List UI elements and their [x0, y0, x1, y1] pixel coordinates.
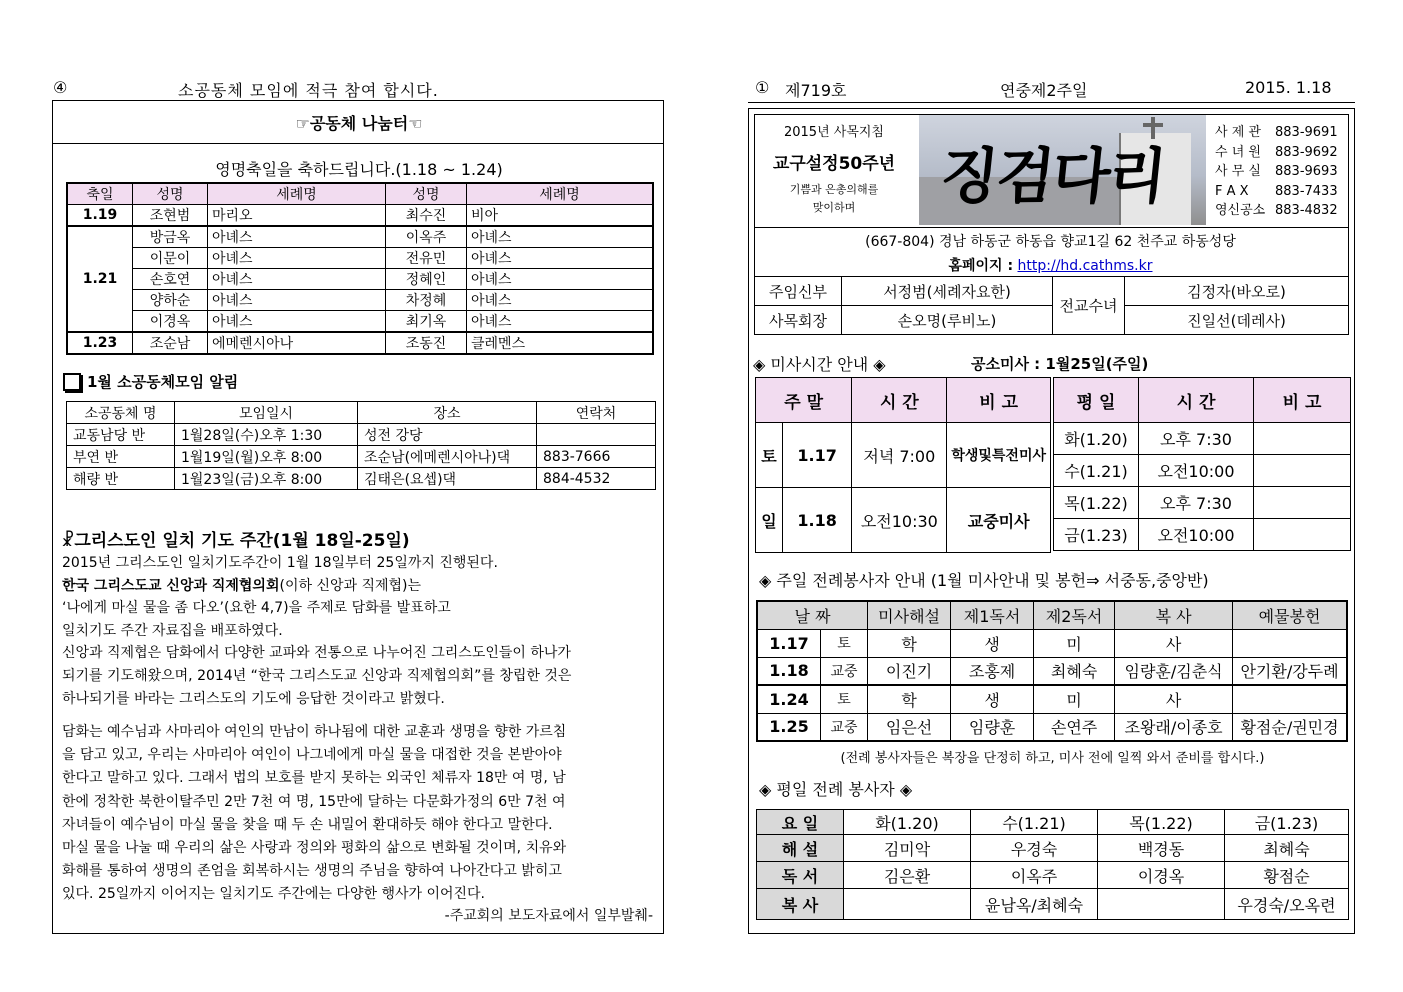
mass-header: 시 간 [852, 378, 947, 423]
server-cell: 이진기 [868, 657, 951, 685]
header-rule [748, 102, 1355, 103]
staff-label: 주임신부 [755, 277, 842, 306]
community-name: 교동남당 반 [67, 424, 175, 446]
server-header: 예물봉헌 [1233, 601, 1347, 629]
server-header: 날 짜 [757, 601, 868, 629]
feast-header: 세례명 [467, 183, 654, 205]
contact-item [1215, 201, 1345, 221]
weekday-note [1254, 455, 1351, 487]
weekday-time: 오후 7:30 [1139, 423, 1254, 455]
left-page-number: ④ [53, 78, 68, 97]
article-line: 하나되기를 바라는 그리스도의 기도에 응답한 것이라고 밝혔다. [62, 690, 445, 707]
community-header: 모임일시 [175, 402, 358, 424]
article-line: 한에 정착한 북한이탈주민 2만 7천 여 명, 15만에 달하는 다문화가정의 6만 7천 여 [62, 793, 566, 810]
article-line: 화해를 통하여 생명의 존엄을 회복하시는 생명의 주님을 향하여 나아간다고 밝히고 [62, 863, 562, 880]
motto-sub: 기쁨과 은총의해를 [789, 183, 879, 196]
server-cell: 임량훈/김춘식 [1115, 657, 1233, 685]
mass-header: 시 간 [1139, 378, 1254, 423]
server-cell: 학 [868, 629, 951, 657]
community-header: 연락처 [537, 402, 656, 424]
weekday-server-cell: 이옥주 [971, 862, 1098, 889]
right-page-number: ① [755, 78, 770, 97]
contact-item [1215, 162, 1345, 182]
weekday-note [1254, 519, 1351, 551]
weekday-time: 오전10:00 [1139, 455, 1254, 487]
weekday-server-cell: 우경숙 [971, 835, 1098, 862]
community-table [66, 401, 656, 490]
motto-sub: 맞이하며 [812, 201, 856, 214]
server-title: ◈ 주일 전례봉사자 안내 (1월 미사안내 및 봉헌⇒ 서중동,중앙반) [759, 571, 1209, 590]
feast-date: 1.19 [67, 205, 133, 227]
staff-value: 진일선(데레사) [1125, 306, 1349, 335]
feast-baptism: 아녜스 [467, 290, 654, 311]
mass-date: 1.18 [783, 488, 852, 553]
weekday-mass-table [1053, 377, 1351, 551]
feast-name: 최기옥 [386, 311, 467, 333]
community-place: 성전 강당 [358, 424, 537, 446]
article-paragraph-2 [62, 721, 657, 907]
community-header: 장소 [358, 402, 537, 424]
article-line: 되기를 기도해왔으며, 2014년 “한국 그리스도교 신앙과 직제협의회”를 창립한 것은 [62, 667, 572, 684]
feast-baptism: 아녜스 [208, 311, 386, 333]
sunday-name: 연중제2주일 [1000, 81, 1088, 100]
server-header: 제2독서 [1034, 601, 1115, 629]
weekday-day: 수(1.21) [1054, 455, 1139, 487]
mass-day: 일 [756, 488, 783, 553]
weekday-server-label: 해 설 [757, 835, 844, 862]
weekday-time: 오후 7:30 [1139, 487, 1254, 519]
contact-list [1215, 123, 1345, 221]
feast-baptism: 비아 [467, 205, 654, 227]
mass-title: ◈ 미사시간 안내 ◈ [753, 355, 886, 374]
server-day: 교중 [821, 657, 868, 685]
community-place: 조순남(에메렌시아나)댁 [358, 446, 537, 468]
contact-item [1215, 143, 1345, 163]
feast-name: 전유민 [386, 248, 467, 269]
community-time: 1월23일(금)오후 8:00 [175, 468, 358, 490]
server-day: 토 [821, 685, 868, 713]
weekday-server-cell: 황점순 [1225, 862, 1349, 889]
server-cell: 생 [951, 685, 1034, 713]
contact-item [1215, 182, 1345, 202]
staff-value: 서정범(세례자요한) [842, 277, 1053, 306]
feast-baptism: 마리오 [208, 205, 386, 227]
server-header: 제1독서 [951, 601, 1034, 629]
weekday-server-cell: 최혜숙 [1225, 835, 1349, 862]
church-photo [919, 115, 1206, 225]
article-line: 담화는 예수님과 사마리아 여인의 만남이 하나됨에 대한 교훈과 생명을 향한 가르침 [62, 724, 567, 740]
feast-name: 정혜인 [386, 269, 467, 290]
staff-label: 사목회장 [755, 306, 842, 335]
feast-baptism: 에메렌시아나 [208, 332, 386, 354]
article-line [62, 575, 657, 598]
server-header: 복 사 [1115, 601, 1233, 629]
weekday-server-cell: 김은환 [844, 862, 971, 889]
feast-header: 성명 [133, 183, 208, 205]
server-cell: 조왕래/이종호 [1115, 713, 1233, 741]
weekday-server-title: ◈ 평일 전례 봉사자 ◈ [759, 780, 913, 799]
weekday-server-cell: 백경동 [1098, 835, 1225, 862]
weekday-server-label: 복 사 [757, 889, 844, 920]
server-day: 교중 [821, 713, 868, 741]
weekday-day: 화(1.20) [1054, 423, 1139, 455]
contact-number: 883-9691 [1275, 125, 1338, 140]
weekday-day: 금(1.23) [1054, 519, 1139, 551]
weekday-server-cell: 윤남옥/최혜숙 [971, 889, 1098, 920]
feast-name: 방금옥 [133, 226, 208, 248]
article-line: 2015년 그리스도인 일치기도주간이 1월 18일부터 25일까지 진행된다. [62, 555, 498, 571]
weekday-server-header: 요 일 [757, 810, 844, 835]
mass-header: 주 말 [756, 378, 852, 423]
community-title: 1월 소공동체모임 알림 [87, 373, 239, 391]
server-note: (전례 봉사자들은 복장을 단정히 하고, 미사 전에 일찍 와서 준비를 합시다.) [840, 751, 1265, 766]
server-date: 1.24 [757, 685, 821, 713]
mass-time: 저녁 7:00 [852, 423, 947, 488]
mass-time: 오전10:30 [852, 488, 947, 553]
divider [53, 143, 663, 144]
server-table [756, 600, 1348, 742]
mass-day: 토 [756, 423, 783, 488]
server-date: 1.18 [757, 657, 821, 685]
contact-number: 883-9693 [1275, 164, 1338, 180]
feast-name: 이문이 [133, 248, 208, 269]
staff-label: 전교수녀 [1053, 277, 1125, 335]
feast-name: 최수진 [386, 205, 467, 227]
feast-baptism: 클레멘스 [467, 332, 654, 354]
feast-baptism: 아녜스 [208, 226, 386, 248]
homepage-row [754, 255, 1347, 275]
article-line-rest: (이하 신앙과 직제협)는 [279, 577, 422, 594]
feast-date: 1.23 [67, 332, 133, 354]
contact-label: 사 제 관 [1215, 125, 1261, 140]
weekday-server-header: 수(1.21) [971, 810, 1098, 835]
server-cell: 황점순/권민경 [1233, 713, 1347, 741]
server-cell: 생 [951, 629, 1034, 657]
community-place: 김태은(요셉)댁 [358, 468, 537, 490]
weekend-mass-table [755, 377, 1051, 553]
feast-table [66, 182, 654, 355]
community-header: 소공동체 명 [67, 402, 175, 424]
feast-name: 차정혜 [386, 290, 467, 311]
feast-baptism: 아녜스 [208, 290, 386, 311]
mass-header: 평 일 [1054, 378, 1139, 423]
feast-name: 손호연 [133, 269, 208, 290]
logo-text: 징검다리 [936, 142, 1168, 212]
left-panel [52, 100, 664, 934]
mass-header: 비 고 [1254, 378, 1351, 423]
contact-label: 영신공소 [1215, 203, 1266, 219]
cross-bar [1143, 123, 1163, 127]
weekday-server-label: 독 서 [757, 862, 844, 889]
contact-item [1215, 123, 1345, 143]
server-cell: 미 [1034, 629, 1115, 657]
feast-name: 양하순 [133, 290, 208, 311]
server-cell: 사 [1115, 629, 1233, 657]
weekday-server-header: 화(1.20) [844, 810, 971, 835]
mass-note: 학생및특전미사 [947, 423, 1051, 488]
mass-note: 공소미사 : 1월25일(주일) [971, 355, 1149, 373]
feast-name: 이경옥 [133, 311, 208, 333]
feast-baptism: 아녜스 [467, 269, 654, 290]
weekday-server-cell [844, 889, 971, 920]
community-phone: 884-4532 [537, 468, 656, 490]
community-phone: 883-7666 [537, 446, 656, 468]
article-line: 신앙과 직제협은 담화에서 다양한 교파와 전통으로 나누어진 그리스도인들이 하나가 [62, 645, 571, 662]
contact-number: 883-7433 [1275, 183, 1338, 199]
weekday-server-cell: 우경숙/오옥련 [1225, 889, 1349, 920]
contact-label: 사 무 실 [1215, 164, 1261, 180]
motto-main: 교구설정50주년 [772, 154, 896, 174]
feast-baptism: 아녜스 [208, 248, 386, 269]
article-source: -주교회의 보도자료에서 일부발췌- [444, 908, 653, 924]
server-date: 1.17 [757, 629, 821, 657]
feast-baptism: 아녜스 [467, 248, 654, 269]
article-line: 을 담고 있고, 우리는 사마리아 여인이 나그네에게 마실 물을 대접한 것을 본받아야 [62, 747, 562, 764]
mass-note: 교중미사 [947, 488, 1051, 553]
issue-number: 제719호 [785, 81, 847, 100]
feast-name: 이옥주 [386, 226, 467, 248]
feast-baptism: 아녜스 [467, 226, 654, 248]
staff-value: 손오명(루비노) [842, 306, 1053, 335]
feast-name: 조동진 [386, 332, 467, 354]
homepage-link[interactable]: http://hd.cathms.kr [1017, 258, 1153, 274]
weekday-day: 목(1.22) [1054, 487, 1139, 519]
community-name: 해량 반 [67, 468, 175, 490]
staff-table [754, 276, 1349, 335]
square-bullet-icon [63, 373, 81, 391]
server-cell: 임량훈 [951, 713, 1034, 741]
feast-header: 세례명 [208, 183, 386, 205]
weekday-note [1254, 423, 1351, 455]
server-cell: 손연주 [1034, 713, 1115, 741]
server-day: 토 [821, 629, 868, 657]
article-line: 마실 물을 나눌 때 우리의 삶은 사랑과 정의와 평화의 삶으로 변화될 것이며, 치유와 [62, 840, 567, 857]
motto-year: 2015년 사목지침 [783, 125, 884, 140]
server-cell: 미 [1034, 685, 1115, 713]
feast-baptism: 아녜스 [208, 269, 386, 290]
staff-value: 김정자(바오로) [1125, 277, 1349, 306]
feast-date: 1.21 [67, 226, 133, 332]
server-cell: 임은선 [868, 713, 951, 741]
feast-header: 성명 [386, 183, 467, 205]
weekday-server-header: 금(1.23) [1225, 810, 1349, 835]
server-cell: 안기환/강두례 [1233, 657, 1347, 685]
article-title: ☧그리스도인 일치 기도 주간(1월 18일-25일) [61, 531, 410, 551]
article-paragraph-1 [62, 552, 657, 710]
feast-name: 조현범 [133, 205, 208, 227]
article-line: 한다고 말하고 있다. 그래서 법의 보호를 받지 못하는 외국인 체류자 18만 여 명, 남 [62, 770, 566, 787]
server-cell [1233, 685, 1347, 713]
community-time: 1월19일(월)오후 8:00 [175, 446, 358, 468]
weekday-note [1254, 487, 1351, 519]
server-header: 미사해설 [868, 601, 951, 629]
right-panel [748, 108, 1355, 934]
contact-number: 883-9692 [1275, 144, 1338, 160]
server-cell: 조홍제 [951, 657, 1034, 685]
homepage-label: 홈페이지 : [948, 258, 1014, 274]
article-line: 자녀들이 예수님이 마실 물을 찾을 때 두 손 내밀어 환대하듯 해야 한다고 말한다. [62, 816, 553, 833]
community-phone [537, 424, 656, 446]
article-line: ‘나에게 마실 물을 좀 다오’(요한 4,7)을 주제로 담화를 발표하고 [62, 600, 451, 617]
weekday-server-cell: 김미악 [844, 835, 971, 862]
feast-name: 조순남 [133, 332, 208, 354]
feast-header: 축일 [67, 183, 133, 205]
community-name: 부연 반 [67, 446, 175, 468]
server-date: 1.25 [757, 713, 821, 741]
mass-header: 비 고 [947, 378, 1051, 423]
article-org: 한국 그리스도교 신앙과 직제협의회 [62, 577, 280, 594]
feast-baptism: 아녜스 [467, 311, 654, 333]
server-cell: 학 [868, 685, 951, 713]
issue-date: 2015. 1.18 [1245, 78, 1332, 97]
left-header: 소공동체 모임에 적극 참여 합시다. [178, 81, 439, 100]
weekday-time: 오전10:00 [1139, 519, 1254, 551]
server-cell: 사 [1115, 685, 1233, 713]
address: (667-804) 경남 하동군 하동읍 향교1길 62 천주교 하동성당 [865, 234, 1236, 250]
community-time: 1월28일(수)오후 1:30 [175, 424, 358, 446]
weekday-server-cell [1098, 889, 1225, 920]
server-cell: 최혜숙 [1034, 657, 1115, 685]
section-title: ☞공동체 나눔터☜ [295, 114, 423, 133]
article-line: 일치기도 주간 자료집을 배포하였다. [62, 622, 283, 639]
contact-label: 수 녀 원 [1215, 144, 1261, 160]
mass-date: 1.17 [783, 423, 852, 488]
contact-label: F A X [1215, 183, 1249, 199]
contact-number: 883-4832 [1275, 203, 1338, 219]
article-line: 있다. 25일까지 이어지는 일치기도 주간에는 다양한 행사가 이어진다. [62, 886, 486, 903]
server-cell [1233, 629, 1347, 657]
weekday-server-header: 목(1.22) [1098, 810, 1225, 835]
weekday-server-cell: 이경옥 [1098, 862, 1225, 889]
weekday-server-table [756, 809, 1349, 920]
feast-title: 영명축일을 축하드립니다.(1.18 ~ 1.24) [215, 160, 503, 179]
